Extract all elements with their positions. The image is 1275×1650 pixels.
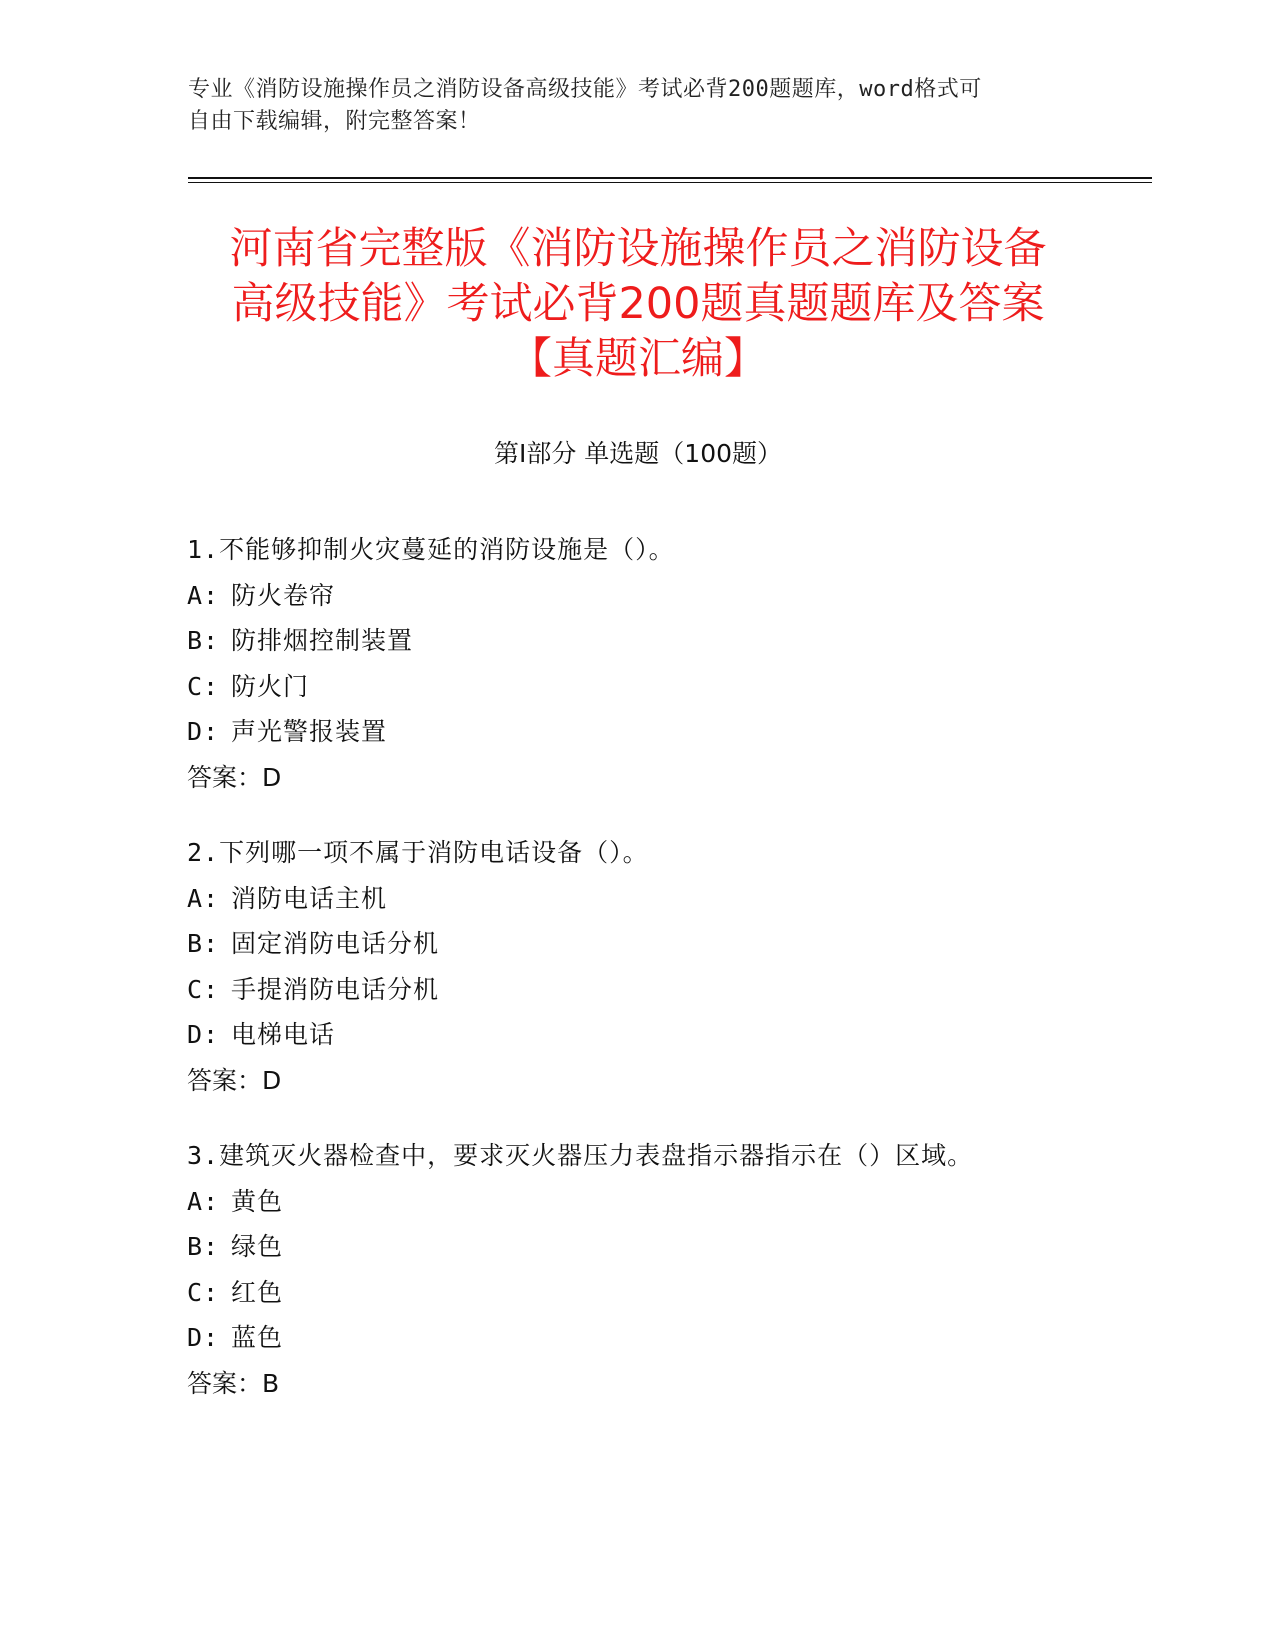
option-b [187, 921, 1107, 967]
option-letter: C: [187, 671, 220, 701]
answer-line: 答案：B [187, 1368, 280, 1398]
document-title-line-1: 河南省完整版《消防设施操作员之消防设备 [229, 224, 1047, 274]
option-letter: A: [187, 883, 220, 913]
option-text: 固定消防电话分机 [231, 929, 440, 958]
header-divider-thin [188, 182, 1152, 183]
option-a [187, 1179, 1107, 1225]
document-title [188, 222, 1088, 387]
option-text: 电梯电话 [231, 1020, 336, 1049]
question-stem: 2.下列哪一项不属于消防电话设备（）。 [187, 838, 649, 867]
option-c [187, 967, 1107, 1013]
option-text: 消防电话主机 [231, 883, 388, 913]
option-letter: B: [187, 626, 220, 655]
option-letter: C: [187, 974, 220, 1004]
document-title-line-2: 高级技能》考试必背200题真题题库及答案 [231, 279, 1045, 329]
option-c [187, 664, 1107, 710]
option-text: 防火卷帘 [231, 580, 336, 610]
header-note [188, 74, 1068, 138]
document-title-line-3: 【真题汇编】 [509, 334, 767, 384]
question-stem: 3.建筑灭火器检查中，要求灭火器压力表盘指示器指示在（）区域。 [187, 1141, 974, 1170]
option-letter: A: [187, 1186, 220, 1216]
option-letter: B: [187, 1232, 220, 1261]
option-b [187, 1224, 1107, 1270]
section-heading: 第I部分 单选题（100题） [493, 439, 783, 468]
option-letter: D: [187, 717, 220, 746]
question-item [187, 527, 1107, 800]
option-d [187, 1315, 1107, 1361]
option-text: 防排烟控制装置 [231, 626, 414, 655]
header-note-line-1: 专业《消防设施操作员之消防设备高级技能》考试必背200题题库，word格式可 [188, 77, 982, 102]
question-item [187, 1133, 1107, 1406]
option-text: 黄色 [231, 1186, 284, 1216]
option-text: 手提消防电话分机 [231, 974, 440, 1004]
option-text: 蓝色 [231, 1323, 284, 1352]
question-stem: 1.不能够抑制火灾蔓延的消防设施是（）。 [187, 535, 675, 564]
header-divider-thick [188, 177, 1152, 179]
question-list [187, 527, 1107, 1436]
option-letter: C: [187, 1277, 220, 1307]
answer-line: 答案：D [187, 762, 282, 792]
option-text: 防火门 [231, 671, 310, 701]
question-item [187, 830, 1107, 1103]
option-b [187, 618, 1107, 664]
option-letter: A: [187, 580, 220, 610]
option-d [187, 709, 1107, 755]
header-note-line-2: 自由下载编辑，附完整答案！ [188, 109, 481, 134]
option-a [187, 876, 1107, 922]
option-text: 声光警报装置 [231, 717, 388, 746]
option-c [187, 1270, 1107, 1316]
option-letter: D: [187, 1020, 220, 1049]
answer-line: 答案：D [187, 1065, 282, 1095]
option-text: 绿色 [231, 1232, 284, 1261]
option-text: 红色 [231, 1277, 284, 1307]
option-d [187, 1012, 1107, 1058]
option-letter: B: [187, 929, 220, 958]
option-letter: D: [187, 1323, 220, 1352]
option-a [187, 573, 1107, 619]
